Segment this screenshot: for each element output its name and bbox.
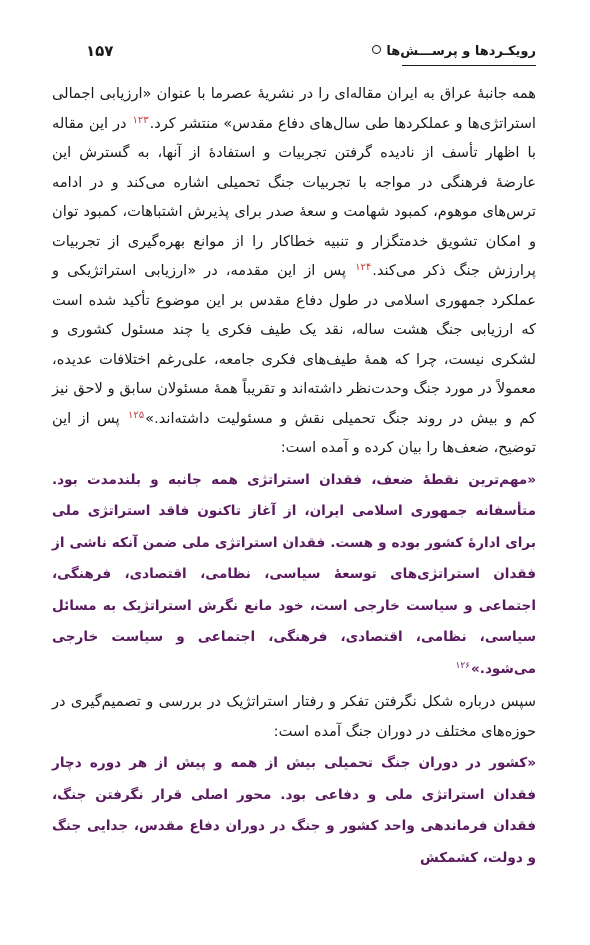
paragraph-text: پس از این توضیح، ضعف‌ها را بیان کرده و آمده است: (52, 409, 536, 456)
footnote-ref-126[interactable]: ۱۲۶ (455, 660, 471, 671)
block-quote-2: «کشور در دوران جنگ تحمیلی بیش از همه و پیش از هر دوره دچار فقدان استراتژی ملی و دفاعی بود. محور اصلی قرار نگرفتن جنگ، فقدان فرماندهی واحد کشور و جنگ در دوران دفاع مقدس، جدایی جنگ و دولت، کشمکش (52, 755, 536, 866)
paragraph-text: همه جانبهٔ عراق به ایران مقاله‌ای را در نشریهٔ عصرما با عنوان «ارزیابی اجمالی استراتژی‌ها و عملکردها طی سال‌های دفاع مقدس» منتشر کرد. (52, 85, 536, 132)
page-number: ۱۵۷ (86, 42, 114, 60)
header-rule (402, 65, 536, 66)
footnote-ref-125[interactable]: ۱۲۵ (128, 409, 145, 421)
block-quote-1 (52, 465, 536, 686)
page-body (52, 79, 536, 876)
running-title (372, 44, 536, 59)
circle-bullet-icon (372, 45, 381, 54)
footnote-ref-123[interactable]: ۱۲۳ (132, 114, 149, 126)
paragraph-text: پس از این مقدمه، در «ارزیابی استراتژیکی و عملکرد جمهوری اسلامی در طول دفاع مقدس بر این موضوع تأکید شده است که ارزیابی جنگ هشت ساله، نقد یک طیف فکری یا چند مسئول کشوری و لشکری نیست، چرا که همهٔ طیف‌های فکری جامعه، علی‌رغم اختلافات عدیده، معمولاً در مورد جنگ وحدت‌نظر داشته‌اند و تقریباً همهٔ مسئولان سابق و لاحق نیز کم و بیش در روند جنگ تحمیلی نقش و مسئولیت داشته‌اند.» (52, 262, 536, 427)
running-title-text: رویکـردها و پرســـش‌ها (386, 44, 536, 59)
paragraph-text: در این مقاله با اظهار تأسف از نادیده گرفتن تجربیات و استفادهٔ از آنها، به گسترش این عارضهٔ فرهنگی در مواجه با تجربیات جنگ تحمیلی اشاره می‌کند و در ادامه ترس‌های موهوم، کمبود شهامت و سعهٔ صدر برای پذیرش اشتباهات، کمبود توان و امکان تشویق خدمتگزار و تنبیه خطاکار را از موانع بهره‌گیری از تجربیات پرارزش جنگ ذکر می‌کند. (52, 114, 536, 279)
body-paragraph-2: سپس درباره شکل نگرفتن تفکر و رفتار استراتژیک در بررسی و تصمیم‌گیری در حوزه‌های مختلف در دوران جنگ آمده است: (52, 693, 536, 740)
footnote-ref-124[interactable]: ۱۲۴ (355, 262, 372, 273)
page-header (86, 40, 536, 62)
body-paragraph-1 (52, 79, 536, 463)
quote-text: «مهم‌ترین نقطهٔ ضعف، فقدان استراتژی همه جانبه و بلندمدت بود. متأسفانه جمهوری اسلامی ایران، از آغاز تاکنون فاقد استراتژی ملی برای ادارهٔ کشور بوده و هست. فقدان استراتژی ملی ضمن آنکه ناشی از فقدان استراتژی‌های توسعهٔ سیاسی، نظامی، اقتصادی، فرهنگی، اجتماعی و سیاست خارجی است، خود مانع نگرش استراتژیک به مسائل سیاسی، نظامی، اقتصادی، فرهنگی، اجتماعی و سیاست خارجی می‌شود.» (52, 471, 536, 677)
